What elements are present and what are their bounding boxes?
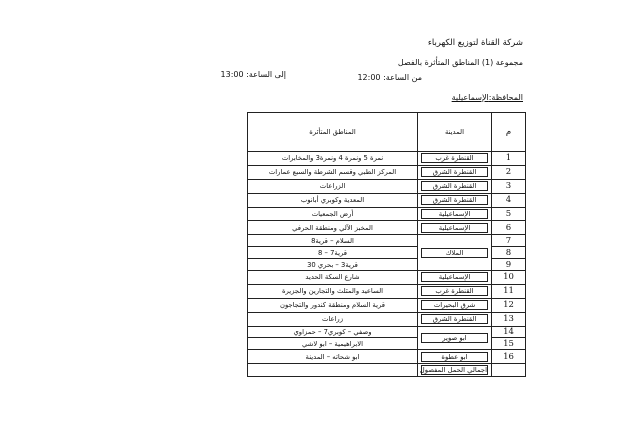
table-row (248, 326, 526, 338)
governorate-value: الإسماعيلية (451, 93, 489, 102)
governorate (452, 93, 523, 102)
table-header-row (248, 113, 526, 152)
row-city-label: القنطرة الشرق (421, 195, 488, 205)
table-row (248, 193, 526, 207)
from-time (357, 73, 422, 82)
from-label: من الساعة: (383, 73, 422, 82)
row-num: 4 (492, 193, 526, 207)
affected-areas-table (247, 112, 526, 377)
table-row (248, 284, 526, 298)
from-value: 12:00 (357, 73, 381, 82)
row-num: 12 (492, 298, 526, 312)
row-city-label: ابو صوير (421, 333, 488, 343)
row-num: 11 (492, 284, 526, 298)
company-name: شركة القناة لتوزيع الكهرباء (427, 38, 523, 48)
row-area: شارع السكة الحديد (248, 271, 418, 285)
row-city (418, 179, 492, 193)
row-num: 7 (492, 235, 526, 247)
header-city: المدينة (418, 113, 492, 152)
total-label: اجمالي الحمل المفصول (419, 366, 487, 375)
row-area: ابو شحاته – المدينة (248, 350, 418, 364)
table-row (248, 207, 526, 221)
row-city-label: القنطرة غرب (421, 153, 488, 163)
row-num: 13 (492, 312, 526, 326)
row-area: السلام – قرية8 (248, 235, 418, 247)
table-row (248, 152, 526, 166)
table-row (248, 165, 526, 179)
row-city (418, 350, 492, 364)
row-area: نمرة 5 ونمرة 4 ونمرة3 والمخابرات (248, 152, 418, 166)
row-num: 6 (492, 221, 526, 235)
row-num: 16 (492, 350, 526, 364)
row-city-label: القنطرة الشرق (421, 167, 488, 177)
row-area: قرية3 – بحري 30 (248, 259, 418, 271)
table-row (248, 312, 526, 326)
row-city-label: القنطرة الشرق (421, 181, 488, 191)
row-city (418, 152, 492, 166)
row-area: المعدية وكوبري أبانوب (248, 193, 418, 207)
header-num: م (492, 113, 526, 152)
row-city (418, 235, 492, 271)
row-num: 8 (492, 247, 526, 259)
row-num: 14 (492, 326, 526, 338)
row-num: 1 (492, 152, 526, 166)
row-city (418, 193, 492, 207)
total-num (492, 364, 526, 377)
row-city-label: شرق البحيرات (421, 300, 488, 310)
row-area: قرية7 – 8 (248, 247, 418, 259)
group-title: مجموعة (1) المناطق المتأثرة بالفصل (397, 58, 523, 67)
total-label-cell (418, 364, 492, 377)
row-area: قرية السلام ومنطقة كندور والتجاجون (248, 298, 418, 312)
table-row (248, 179, 526, 193)
governorate-label: المحافظة: (488, 93, 523, 102)
row-num: 2 (492, 165, 526, 179)
row-num: 15 (492, 338, 526, 350)
row-num: 3 (492, 179, 526, 193)
total-value (248, 364, 418, 377)
row-city (418, 284, 492, 298)
row-area: زراعات (248, 312, 418, 326)
row-area: أرض الجمعيات (248, 207, 418, 221)
to-value: 13:00 (220, 70, 244, 79)
table-row (248, 221, 526, 235)
row-city-label: الإسماعيلية (421, 209, 488, 219)
row-city (418, 312, 492, 326)
row-city (418, 271, 492, 285)
table-row (248, 350, 526, 364)
to-label: إلى الساعة: (246, 70, 286, 79)
row-area: الابراهيمية – ابو لاشي (248, 338, 418, 350)
row-num: 5 (492, 207, 526, 221)
row-city-label: القنطرة الشرق (421, 314, 488, 324)
row-num: 10 (492, 271, 526, 285)
row-city-label: ابو عطوة (421, 352, 488, 362)
header-areas: المناطق المتأثرة (248, 113, 418, 152)
table-row (248, 235, 526, 247)
row-area: المركز الطبي وقسم الشرطة والسبع عمارات (248, 165, 418, 179)
row-area: الزراعات (248, 179, 418, 193)
row-city (418, 207, 492, 221)
row-city (418, 165, 492, 179)
row-area: المخبز الآلي ومنطقة الحرفي (248, 221, 418, 235)
row-city (418, 221, 492, 235)
row-city-label: الإسماعيلية (421, 272, 488, 282)
row-city (418, 298, 492, 312)
table-row (248, 271, 526, 285)
row-area: الساعيد والمثلث والتجارين والجزيرة (248, 284, 418, 298)
row-city-label: الملاك (421, 248, 488, 258)
total-row (248, 364, 526, 377)
row-num: 9 (492, 259, 526, 271)
row-city (418, 326, 492, 350)
row-area: وصفي – كوبري7 – حمزاوي (248, 326, 418, 338)
table-row (248, 298, 526, 312)
row-city-label: القنطرة غرب (421, 286, 488, 296)
row-city-label: الإسماعيلية (421, 223, 488, 233)
to-time (221, 70, 286, 79)
